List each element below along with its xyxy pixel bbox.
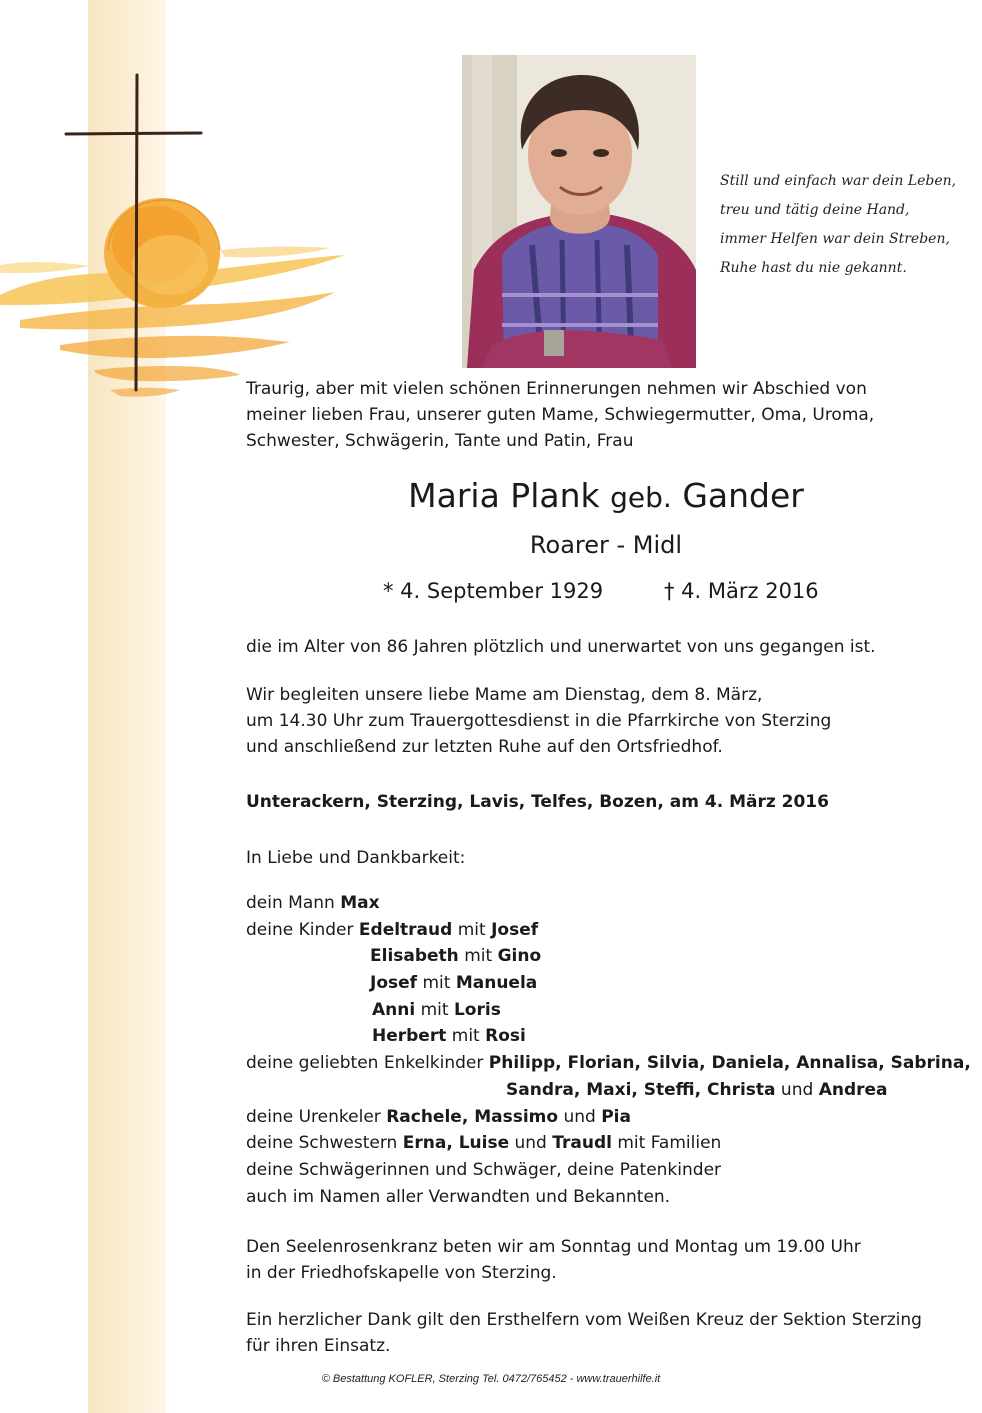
inlaws-text: deine Schwägerinnen und Schwäger, deine Patenkinder [246, 1159, 722, 1180]
family-inlaws [246, 1157, 971, 1184]
greeting-text: In Liebe und Dankbarkeit: [246, 848, 466, 868]
grandkids-names: Andrea [818, 1079, 888, 1100]
deceased-name [0, 474, 982, 520]
funeral-text [246, 682, 831, 760]
sisters-names: Erna, Luise [402, 1133, 510, 1154]
geb-label: geb. [610, 481, 672, 514]
sun [104, 198, 220, 308]
grandkids-names: Sandra, Maxi, Steffi, Christa [506, 1079, 776, 1100]
verse-line: Ruhe hast du nie gekannt. [720, 260, 907, 276]
age-text: die im Alter von 86 Jahren plötzlich und unerwartet von uns gegangen ist. [246, 637, 876, 657]
und-text: und [509, 1133, 553, 1154]
kid-mit: mit [452, 919, 492, 940]
kid-name: Herbert [372, 1026, 447, 1047]
kid-mit: mit [458, 946, 498, 967]
intro-line: Schwester, Schwägerin, Tante und Patin, Frau [246, 431, 634, 451]
und-text: und [558, 1106, 602, 1127]
kid-mit: mit [415, 999, 454, 1020]
footer-credit: © Bestattung KOFLER, Sterzing Tel. 0472/765452 - www.trauerhilfe.it [321, 1373, 661, 1385]
husband-name: Max [340, 893, 380, 913]
kid-partner: Manuela [455, 973, 538, 994]
grandkids-names: Philipp, Florian, Silvia, Daniela, Annalisa, Sabrina, [488, 1053, 971, 1074]
family-kid [246, 943, 971, 970]
family-kid [246, 970, 971, 997]
first-name: Maria Plank [408, 476, 600, 515]
family-relatives [246, 1184, 971, 1211]
great-names: Rachele, Massimo [386, 1106, 559, 1127]
husband-label: dein Mann [246, 893, 341, 913]
intro-line: meiner lieben Frau, unserer guten Mame, Schwiegermutter, Oma, Uroma, [246, 405, 875, 425]
death-date: † 4. März 2016 [664, 579, 819, 603]
intro-text [246, 376, 874, 454]
place-date-text: Unterackern, Sterzing, Lavis, Telfes, Bozen, am 4. März 2016 [246, 792, 829, 812]
kid-partner: Josef [491, 919, 539, 940]
family-list [246, 890, 971, 1210]
funeral-line: Wir begleiten unsere liebe Mame am Dienstag, dem 8. März, [246, 685, 763, 705]
funeral-line: und anschließend zur letzten Ruhe auf den Ortsfriedhof. [246, 737, 723, 757]
portrait-photo [462, 55, 696, 368]
family-kid [246, 997, 971, 1024]
grandkids-label: deine geliebten Enkelkinder [246, 1053, 489, 1074]
thanks-line: Ein herzlicher Dank gilt den Ersthelfern vom Weißen Kreuz der Sektion Sterzing [246, 1310, 922, 1330]
family-kid [246, 1023, 971, 1050]
sisters-names: Traudl [552, 1133, 612, 1154]
intro-line: Traurig, aber mit vielen schönen Erinnerungen nehmen wir Abschied von [246, 379, 867, 399]
age-line [246, 634, 876, 660]
kid-name: Anni [372, 999, 416, 1020]
verse-line: treu und tätig deine Hand, [720, 202, 910, 218]
kid-mit: mit [446, 1026, 486, 1047]
nickname: Roarer - Midl [529, 531, 683, 559]
rosary-line: Den Seelenrosenkranz beten wir am Sonntag und Montag um 19.00 Uhr [246, 1237, 861, 1257]
family-great-grandkids [246, 1104, 971, 1131]
greeting [246, 845, 465, 871]
sisters-label: deine Schwestern [246, 1133, 403, 1154]
kid-name: Elisabeth [370, 946, 459, 967]
family-kid [246, 917, 971, 944]
kid-partner: Gino [497, 946, 542, 967]
kids-label: deine Kinder [246, 919, 359, 940]
place-date [246, 789, 829, 815]
thanks-line: für ihren Einsatz. [246, 1336, 391, 1356]
und-text: und [775, 1079, 819, 1100]
great-names: Pia [601, 1106, 631, 1127]
verse-line: immer Helfen war dein Streben, [720, 231, 950, 247]
kid-partner: Loris [453, 999, 501, 1020]
funeral-line: um 14.30 Uhr zum Trauergottesdienst in die Pfarrkirche von Sterzing [246, 711, 832, 731]
family-sisters [246, 1130, 971, 1157]
family-grandkids [246, 1050, 971, 1077]
rosary-line: in der Friedhofskapelle von Sterzing. [246, 1263, 557, 1283]
verse-line: Still und einfach war dein Leben, [720, 173, 957, 189]
memorial-verse [720, 167, 970, 283]
maiden-name: Gander [682, 476, 804, 515]
kid-partner: Rosi [485, 1026, 526, 1047]
great-label: deine Urenkeler [246, 1106, 387, 1127]
birth-date: * 4. September 1929 [383, 579, 604, 603]
kid-name: Edeltraud [358, 919, 453, 940]
family-husband [246, 890, 971, 917]
sisters-tail: mit Familien [611, 1133, 722, 1154]
thanks-text [246, 1307, 922, 1359]
family-grandkids-cont [246, 1077, 971, 1104]
relatives-text: auch im Namen aller Verwandten und Bekannten. [246, 1186, 671, 1207]
rosary-text [246, 1234, 861, 1286]
kid-mit: mit [417, 973, 456, 994]
kid-name: Josef [370, 973, 418, 994]
